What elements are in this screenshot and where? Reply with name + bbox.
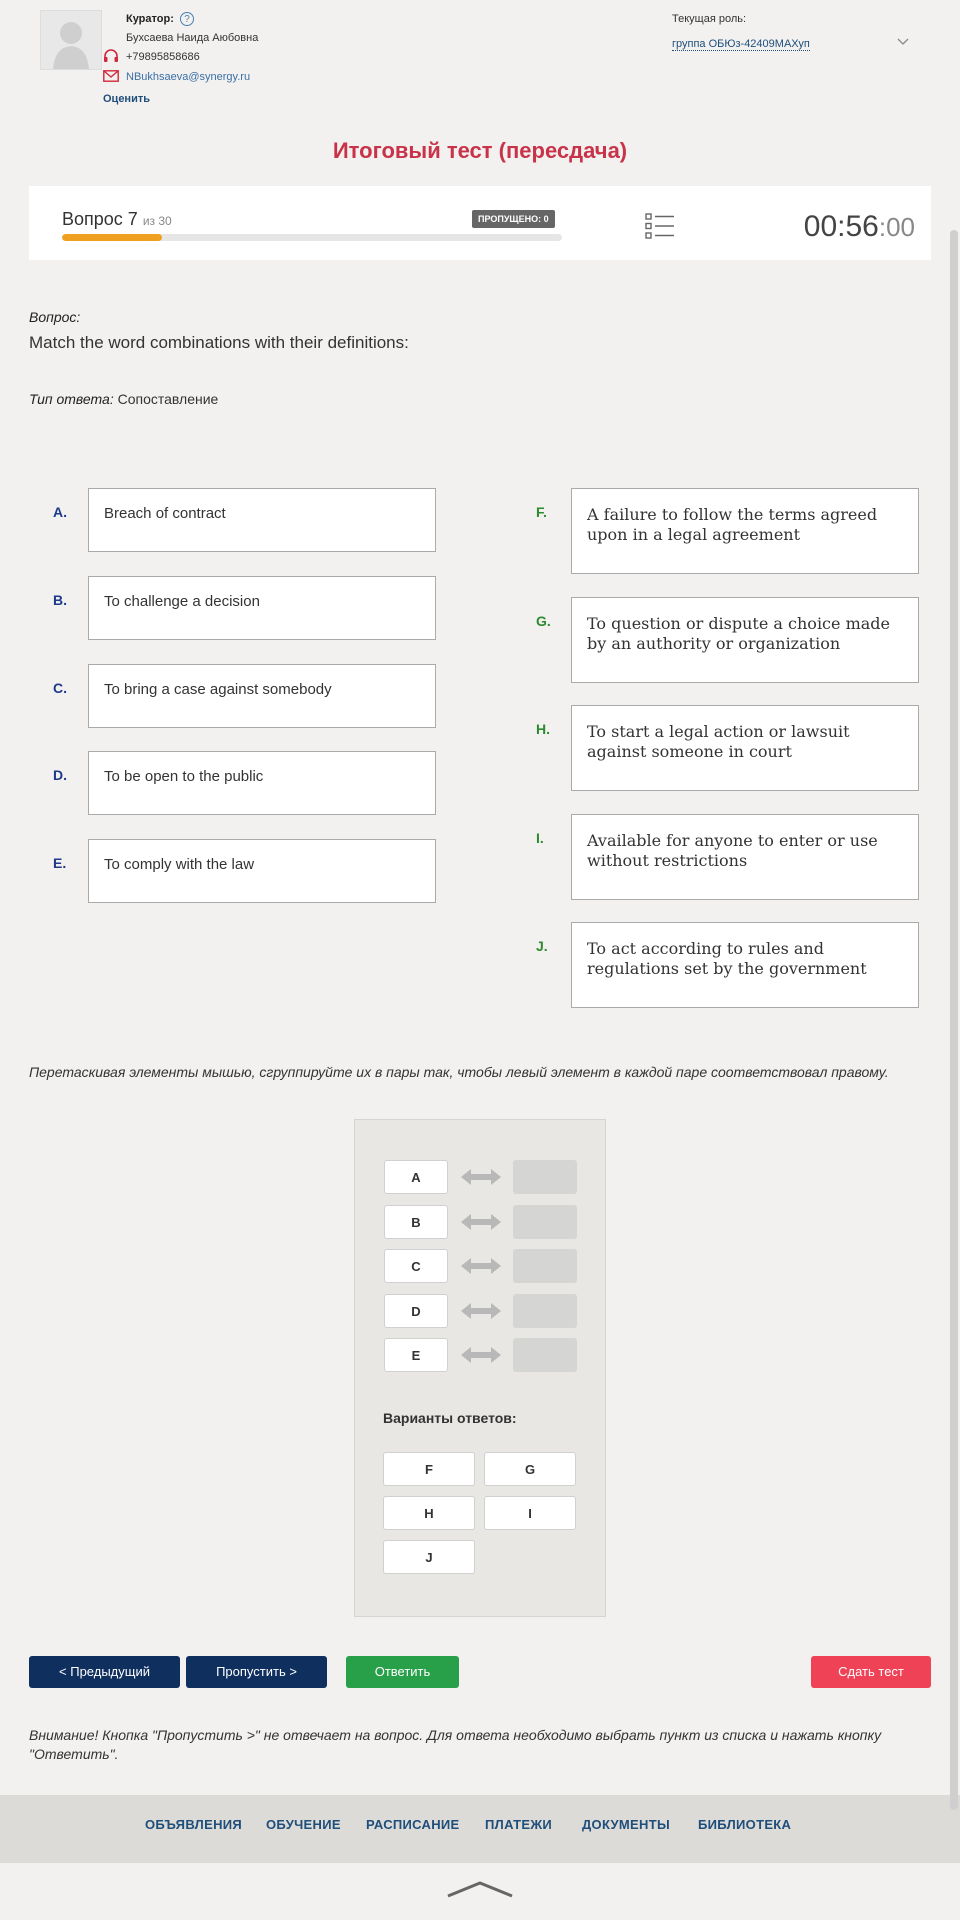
curator-phone: +79895858686 <box>126 51 200 63</box>
drop-slot[interactable] <box>513 1294 577 1328</box>
curator-name: Бухсаева Наида Аюбовна <box>126 32 259 44</box>
progress-bar <box>62 234 562 241</box>
variant-h[interactable]: H <box>383 1496 475 1530</box>
countdown-timer <box>780 210 915 244</box>
double-arrow-icon <box>461 1301 501 1321</box>
variant-i[interactable]: I <box>484 1496 576 1530</box>
variant-j[interactable]: J <box>383 1540 475 1574</box>
left-item-letter: B. <box>53 592 67 608</box>
skipped-badge: ПРОПУЩЕНО: 0 <box>472 210 555 228</box>
skip-button[interactable]: Пропустить > <box>186 1656 327 1688</box>
variants-title: Варианты ответов: <box>383 1410 517 1426</box>
submit-test-button[interactable]: Сдать тест <box>811 1656 931 1688</box>
nav-schedule[interactable]: РАСПИСАНИЕ <box>366 1817 460 1832</box>
right-item-letter: G. <box>536 613 551 629</box>
right-item-box: To question or dispute a choice made by an authority or organization <box>571 597 919 683</box>
right-item-letter: H. <box>536 721 550 737</box>
answer-type-label: Тип ответа: <box>29 391 114 407</box>
double-arrow-icon <box>461 1212 501 1232</box>
nav-library[interactable]: БИБЛИОТЕКА <box>698 1817 792 1832</box>
drag-key-c[interactable]: C <box>384 1249 448 1283</box>
drop-slot[interactable] <box>513 1205 577 1239</box>
right-item-letter: F. <box>536 504 547 520</box>
timer-main: 00:56 <box>803 210 879 243</box>
nav-learning[interactable]: ОБУЧЕНИЕ <box>266 1817 341 1832</box>
question-total: из 30 <box>142 214 172 228</box>
left-item-box: To challenge a decision <box>88 576 436 640</box>
drag-key-b[interactable]: B <box>384 1205 448 1239</box>
help-circle-icon[interactable]: ? <box>180 12 194 26</box>
curator-title: Куратор: <box>126 13 174 25</box>
right-item-letter: I. <box>536 830 544 846</box>
rate-curator-link[interactable]: Оценить <box>103 93 150 105</box>
list-icon[interactable] <box>645 213 675 239</box>
variant-f[interactable]: F <box>383 1452 475 1486</box>
right-item-box: A failure to follow the terms agreed upon in a legal agreement <box>571 488 919 574</box>
left-item-letter: A. <box>53 504 67 520</box>
question-number: Вопрос 7 <box>62 209 138 229</box>
left-item-letter: E. <box>53 855 67 871</box>
user-avatar-icon <box>41 11 101 69</box>
answer-button[interactable]: Ответить <box>346 1656 459 1688</box>
drop-slot[interactable] <box>513 1249 577 1283</box>
answer-type-value: Сопоставление <box>117 391 219 407</box>
right-item-box: Available for anyone to enter or use without restrictions <box>571 814 919 900</box>
drag-key-d[interactable]: D <box>384 1294 448 1328</box>
right-item-box: To act according to rules and regulations set by the government <box>571 922 919 1008</box>
drag-instruction: Перетаскивая элементы мышью, сгруппируйте их в пары так, чтобы левый элемент в каждой паре соответствовал правому. <box>29 1064 889 1080</box>
chevron-up-icon[interactable] <box>446 1880 514 1898</box>
variant-g[interactable]: G <box>484 1452 576 1486</box>
drag-key-e[interactable]: E <box>384 1338 448 1372</box>
double-arrow-icon <box>461 1345 501 1365</box>
answer-type <box>29 391 218 407</box>
headset-icon <box>103 49 119 63</box>
drag-key-a[interactable]: A <box>384 1160 448 1194</box>
nav-announcements[interactable]: ОБЪЯВЛЕНИЯ <box>145 1817 243 1832</box>
mail-icon <box>103 70 119 82</box>
footer-nav <box>0 1795 960 1863</box>
left-item-box: To comply with the law <box>88 839 436 903</box>
right-item-box: To start a legal action or lawsuit against someone in court <box>571 705 919 791</box>
curator-email-link[interactable]: NBukhsaeva@synergy.ru <box>126 71 251 83</box>
question-counter <box>62 209 172 230</box>
nav-payments[interactable]: ПЛАТЕЖИ <box>485 1817 553 1832</box>
role-select[interactable]: группа ОБЮз-42409МАХуп <box>672 38 810 50</box>
nav-documents[interactable]: ДОКУМЕНТЫ <box>582 1817 670 1832</box>
left-item-letter: C. <box>53 680 67 696</box>
double-arrow-icon <box>461 1167 501 1187</box>
progress-bar-fill <box>62 234 162 241</box>
curator-avatar <box>40 10 102 70</box>
timer-seconds: :00 <box>878 212 915 242</box>
drop-slot[interactable] <box>513 1160 577 1194</box>
chevron-down-icon[interactable] <box>897 36 909 46</box>
left-item-box: Breach of contract <box>88 488 436 552</box>
left-item-letter: D. <box>53 767 67 783</box>
page-scrollbar[interactable] <box>950 230 958 1810</box>
skip-warning: Внимание! Кнопка "Пропустить >" не отвечает на вопрос. Для ответа необходимо выбрать пункт из списка и нажать кнопку "Ответить". <box>29 1727 882 1762</box>
question-heading: Вопрос: <box>29 309 81 325</box>
left-item-box: To bring a case against somebody <box>88 664 436 728</box>
left-item-box: To be open to the public <box>88 751 436 815</box>
right-item-letter: J. <box>536 938 548 954</box>
drop-slot[interactable] <box>513 1338 577 1372</box>
page-title: Итоговый тест (пересдача) <box>332 138 628 163</box>
double-arrow-icon <box>461 1256 501 1276</box>
question-text: Match the word combinations with their definitions: <box>29 333 409 352</box>
previous-button[interactable]: < Предыдущий <box>29 1656 180 1688</box>
role-label: Текущая роль: <box>672 13 747 25</box>
